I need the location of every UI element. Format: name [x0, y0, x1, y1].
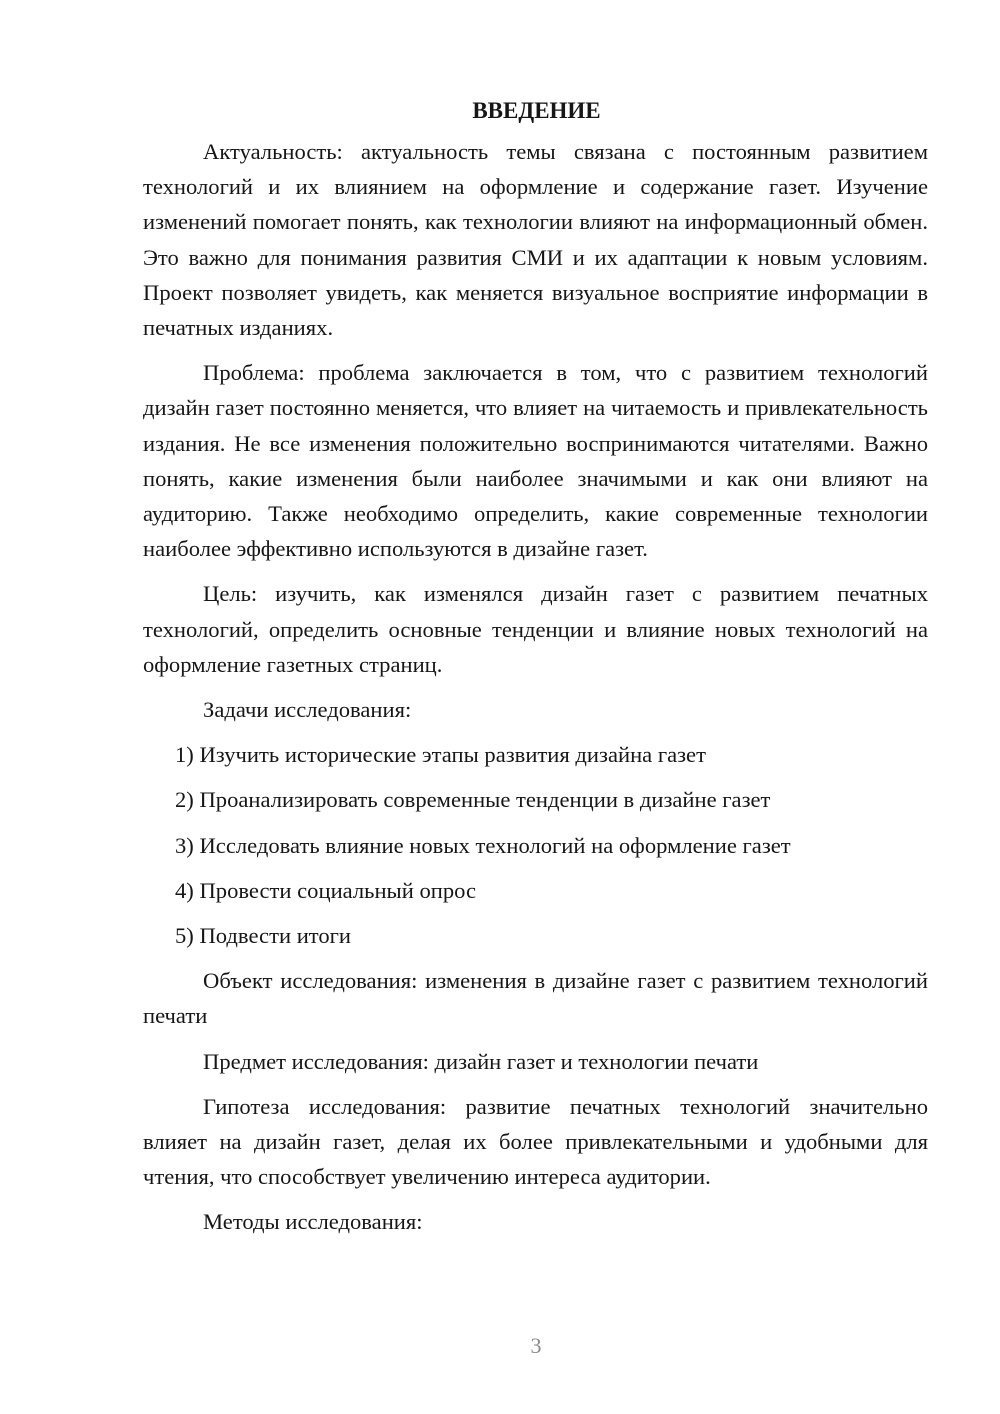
tasks-heading: Задачи исследования:: [203, 697, 412, 723]
paragraph-goal: Цель: изучить, как изменялся дизайн газет с развитием печатных технологий, определить основные тенденции и влияние новых технологий на оформление газетных страниц.: [143, 581, 928, 677]
page-number: 3: [530, 1333, 542, 1358]
list-item: 1) Изучить исторические этапы развития дизайна газет: [175, 742, 706, 768]
paragraph-hypothesis: Гипотеза исследования: развитие печатных технологий значительно влияет на дизайн газет, делая их более привлекательными и удобными для чтения, что способствует увеличению интереса аудитории.: [143, 1093, 928, 1190]
methods-heading: Методы исследования:: [203, 1209, 423, 1235]
paragraph-object: Объект исследования: изменения в дизайне газет с развитием технологий печати: [143, 968, 928, 1029]
list-item: 5) Подвести итоги: [175, 923, 352, 949]
list-item: 3) Исследовать влияние новых технологий на оформление газет: [175, 832, 791, 858]
page-title: ВВЕДЕНИЕ: [472, 98, 601, 123]
paragraph-subject: Предмет исследования: дизайн газет и технологии печати: [203, 1048, 759, 1074]
paragraph-relevance: Актуальность: актуальность темы связана с постоянным развитием технологий и их влиянием на оформление и содержание газет. Изучение изменений помогает понять, как технологии влияют на информационный обмен. Это важно для понимания развития СМИ и их адаптации к новым условиям. Проект позволяет увидеть, как меняется визуальное восприятие информации в печатных изданиях.: [143, 139, 928, 341]
tasks-list: [143, 737, 928, 953]
paragraph-problem: Проблема: проблема заключается в том, что с развитием технологий дизайн газет постоянно меняется, что влияет на читаемость и привлекательность издания. Не все изменения положительно воспринимаются читателями. Важно понять, какие изменения были наиболее значимыми и как они влияют на аудиторию. Также необходимо определить, какие современные технологии наиболее эффективно используются в дизайне газет.: [143, 360, 928, 562]
list-item: 4) Провести социальный опрос: [175, 877, 477, 903]
document-page: [143, 96, 928, 1250]
list-item: 2) Проанализировать современные тенденции в дизайне газет: [175, 787, 771, 813]
